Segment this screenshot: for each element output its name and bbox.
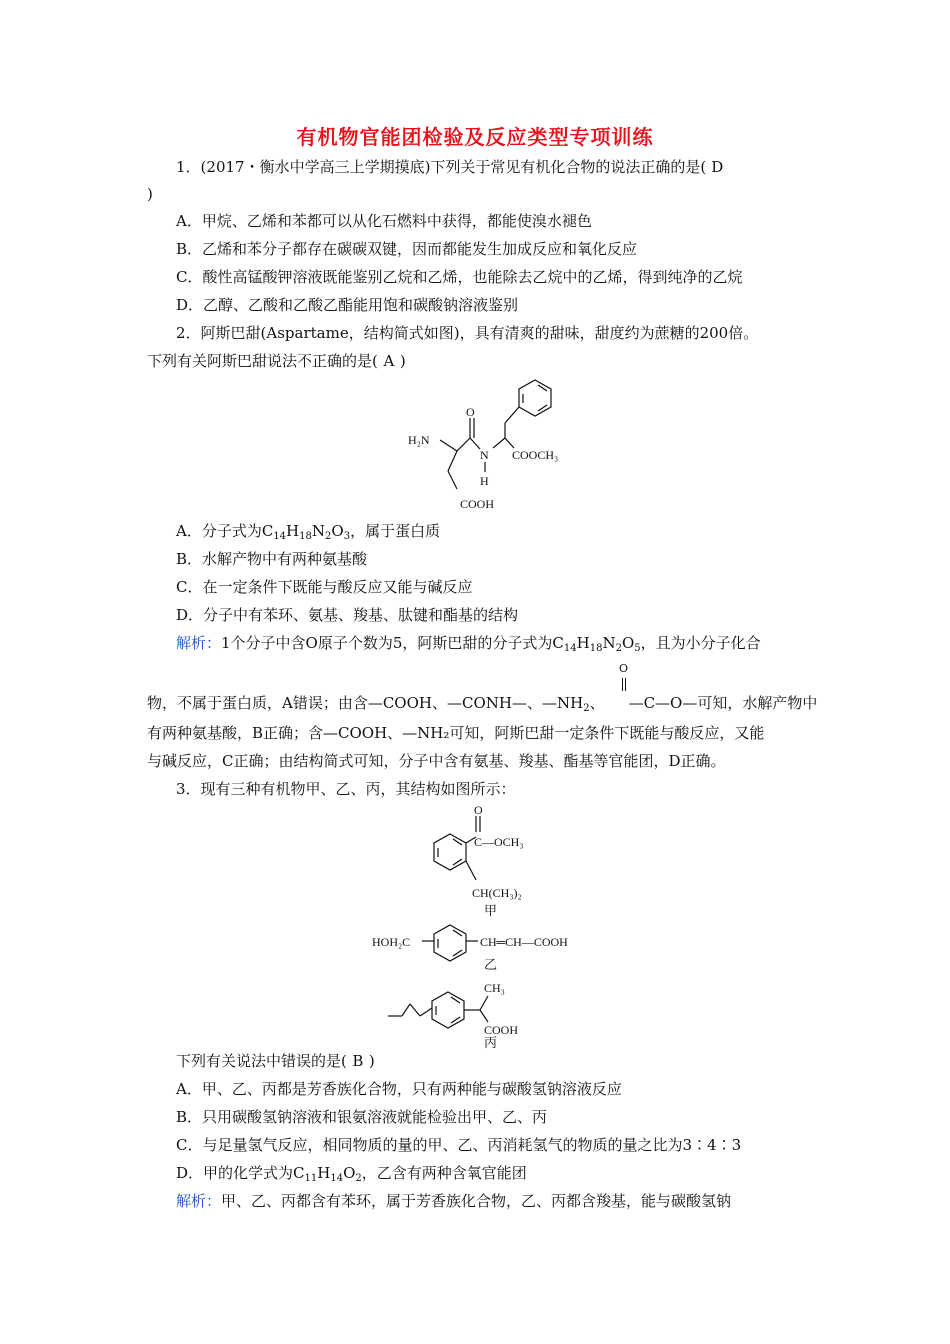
jia-c-och3: C—OCH₃ — [474, 835, 524, 849]
q2-analysis-sub: 2 — [583, 703, 590, 714]
bing-label: 丙 — [484, 1035, 498, 1050]
q2-analysis-el: O — [621, 634, 635, 652]
q2-analysis-text: 物，不属于蛋白质，A错误；由含—COOH、—CONH—、—NH — [147, 694, 584, 712]
jia-label: 甲 — [484, 903, 498, 918]
page-title: 有机物官能团检验及反应类型专项训练 — [296, 125, 654, 149]
q2-opt-a-sub: 14 — [273, 531, 287, 542]
q1-option-a: A．甲烷、乙烯和苯都可以从化石燃料中获得，都能使溴水褪色 — [176, 212, 592, 230]
jia-isopropyl: CH(CH₃)₂ — [472, 886, 522, 900]
q3-analysis-label: 解析： — [176, 1192, 222, 1210]
q3-analysis-text: 甲、乙、丙都含有苯环，属于芳香族化合物，乙、丙都含羧基，能与碳酸氢钠 — [221, 1192, 732, 1210]
q2-opt-a-sub: 3 — [343, 531, 351, 542]
q1-stem-text: 1．(2017・衡水中学高三上学期摸底)下列关于常见有机化合物的说法正确的是( — [176, 158, 707, 176]
q1-answer: D — [711, 158, 724, 176]
q3-stem-close: ) — [368, 1052, 375, 1070]
q3-stem: 3．现有三种有机物甲、乙、丙，其结构如图所示： — [176, 780, 516, 798]
q3-opt-d-text-end: ，乙含有两种含氧官能团 — [361, 1164, 527, 1182]
q3-stem-2 — [176, 1050, 375, 1072]
q1-stem — [176, 156, 728, 178]
q3-stem-text: 下列有关说法中错误的是( — [176, 1052, 347, 1070]
q2-opt-a-text-end: ，属于蛋白质 — [350, 522, 441, 540]
q3-opt-d-el: O — [343, 1164, 356, 1182]
q1-option-d: D．乙醇、乙酸和乙酸乙酯能用饱和碳酸钠溶液鉴别 — [176, 296, 519, 314]
q3-option-b: B．只用碳酸氢钠溶液和银氨溶液就能检验出甲、乙、丙 — [176, 1108, 548, 1126]
q2-stem: 2．阿斯巴甜(Aspartame，结构简式如图)，具有清爽的甜味，甜度约为蔗糖的200倍。 — [176, 324, 759, 342]
q3-opt-d-el: H — [317, 1164, 331, 1182]
q1-stem-end: ) — [147, 185, 153, 203]
q2-analysis-line-2 — [147, 692, 817, 714]
q2-analysis-line-3: 有两种氨基酸，B正确；含—COOH、—NH₂可知，阿斯巴甜一定条件下既能与酸反应，又能 — [147, 724, 765, 742]
q2-analysis-text-end: ，且为小分子化合 — [640, 634, 761, 652]
yi-left: HOH₂C — [372, 935, 411, 949]
q2-option-d: D．分子中有苯环、氨基、羧基、肽键和酯基的结构 — [176, 606, 519, 624]
ester-double-bond — [622, 678, 626, 691]
q2-stem-text: 下列有关阿斯巴甜说法不正确的是( — [147, 352, 378, 370]
q2-opt-a-sub: 18 — [299, 531, 312, 542]
q3-option-a: A．甲、乙、丙都是芳香族化合物，只有两种能与碳酸氢钠溶液反应 — [176, 1080, 622, 1098]
q2-analysis-sub: 14 — [563, 643, 577, 654]
q2-analysis-text: 、 — [589, 694, 605, 712]
q1-option-c: C．酸性高锰酸钾溶液既能鉴别乙烷和乙烯，也能除去乙烷中的乙烯，得到纯净的乙烷 — [176, 268, 743, 286]
q2-analysis-label: 解析： — [176, 634, 222, 652]
aspartame-cooh: COOH — [460, 497, 495, 511]
jia-o: O — [474, 803, 483, 817]
q2-analysis-el: N — [602, 634, 616, 652]
q3-option-d — [176, 1162, 527, 1184]
yi-label: 乙 — [484, 957, 498, 972]
ester-group-o: O — [619, 662, 629, 675]
q2-analysis-sub: 18 — [589, 643, 603, 654]
q2-opt-a-el: N — [311, 522, 325, 540]
aspartame-structure — [400, 376, 600, 516]
q2-analysis-el: H — [576, 634, 590, 652]
q2-answer: A — [383, 352, 395, 370]
bing-cooh: COOH — [484, 1023, 519, 1037]
q2-opt-a-el: H — [286, 522, 300, 540]
q2-option-a — [176, 520, 440, 542]
q2-analysis-line-1 — [176, 632, 761, 654]
aspartame-h: H — [480, 474, 489, 488]
q1-option-b: B．乙烯和苯分子都存在碳碳双键，因而都能发生加成反应和氧化反应 — [176, 240, 638, 258]
q2-analysis-sub: 5 — [634, 643, 641, 654]
aspartame-carbonyl-o: O — [466, 405, 475, 419]
q2-stem-2 — [147, 350, 406, 372]
q2-analysis-text-end: 可知，水解产物中 — [697, 694, 818, 712]
aspartame-h2n: H₂N — [408, 433, 430, 447]
bing-ch3: CH₃ — [484, 981, 505, 995]
q3-opt-d-sub: 2 — [355, 1173, 362, 1184]
q2-stem-close: ) — [399, 352, 406, 370]
q2-analysis-sub: 2 — [615, 643, 622, 654]
q2-opt-a-sub: 2 — [325, 531, 332, 542]
q2-option-c: C．在一定条件下既能与酸反应又能与碱反应 — [176, 578, 473, 596]
q3-opt-d-sub: 11 — [304, 1173, 318, 1184]
q3-option-c: C．与足量氢气反应，相同物质的量的甲、乙、丙消耗氢气的物质的量之比为3∶4∶3 — [176, 1136, 742, 1154]
q3-opt-d-sub: 14 — [330, 1173, 344, 1184]
ester-group: —C—O— — [628, 694, 698, 712]
aspartame-n: N — [480, 448, 489, 462]
q2-analysis-text: 1个分子中含O原子个数为5，阿斯巴甜的分子式为C — [221, 634, 564, 652]
yi-right: CH═CH—COOH — [480, 935, 568, 949]
q3-answer: B — [352, 1052, 364, 1070]
q2-opt-a-el: O — [331, 522, 344, 540]
q3-opt-d-text: D．甲的化学式为C — [176, 1164, 305, 1182]
q3-structures — [360, 802, 620, 1050]
q2-option-b: B．水解产物中有两种氨基酸 — [176, 550, 368, 568]
q3-analysis-line-1 — [176, 1190, 731, 1212]
q2-opt-a-text: A．分子式为C — [176, 522, 274, 540]
aspartame-cooch3: COOCH₃ — [512, 448, 559, 462]
q2-analysis-line-4: 与碱反应，C正确；由结构简式可知，分子中含有氨基、羧基、酯基等官能团，D正确。 — [147, 752, 726, 770]
